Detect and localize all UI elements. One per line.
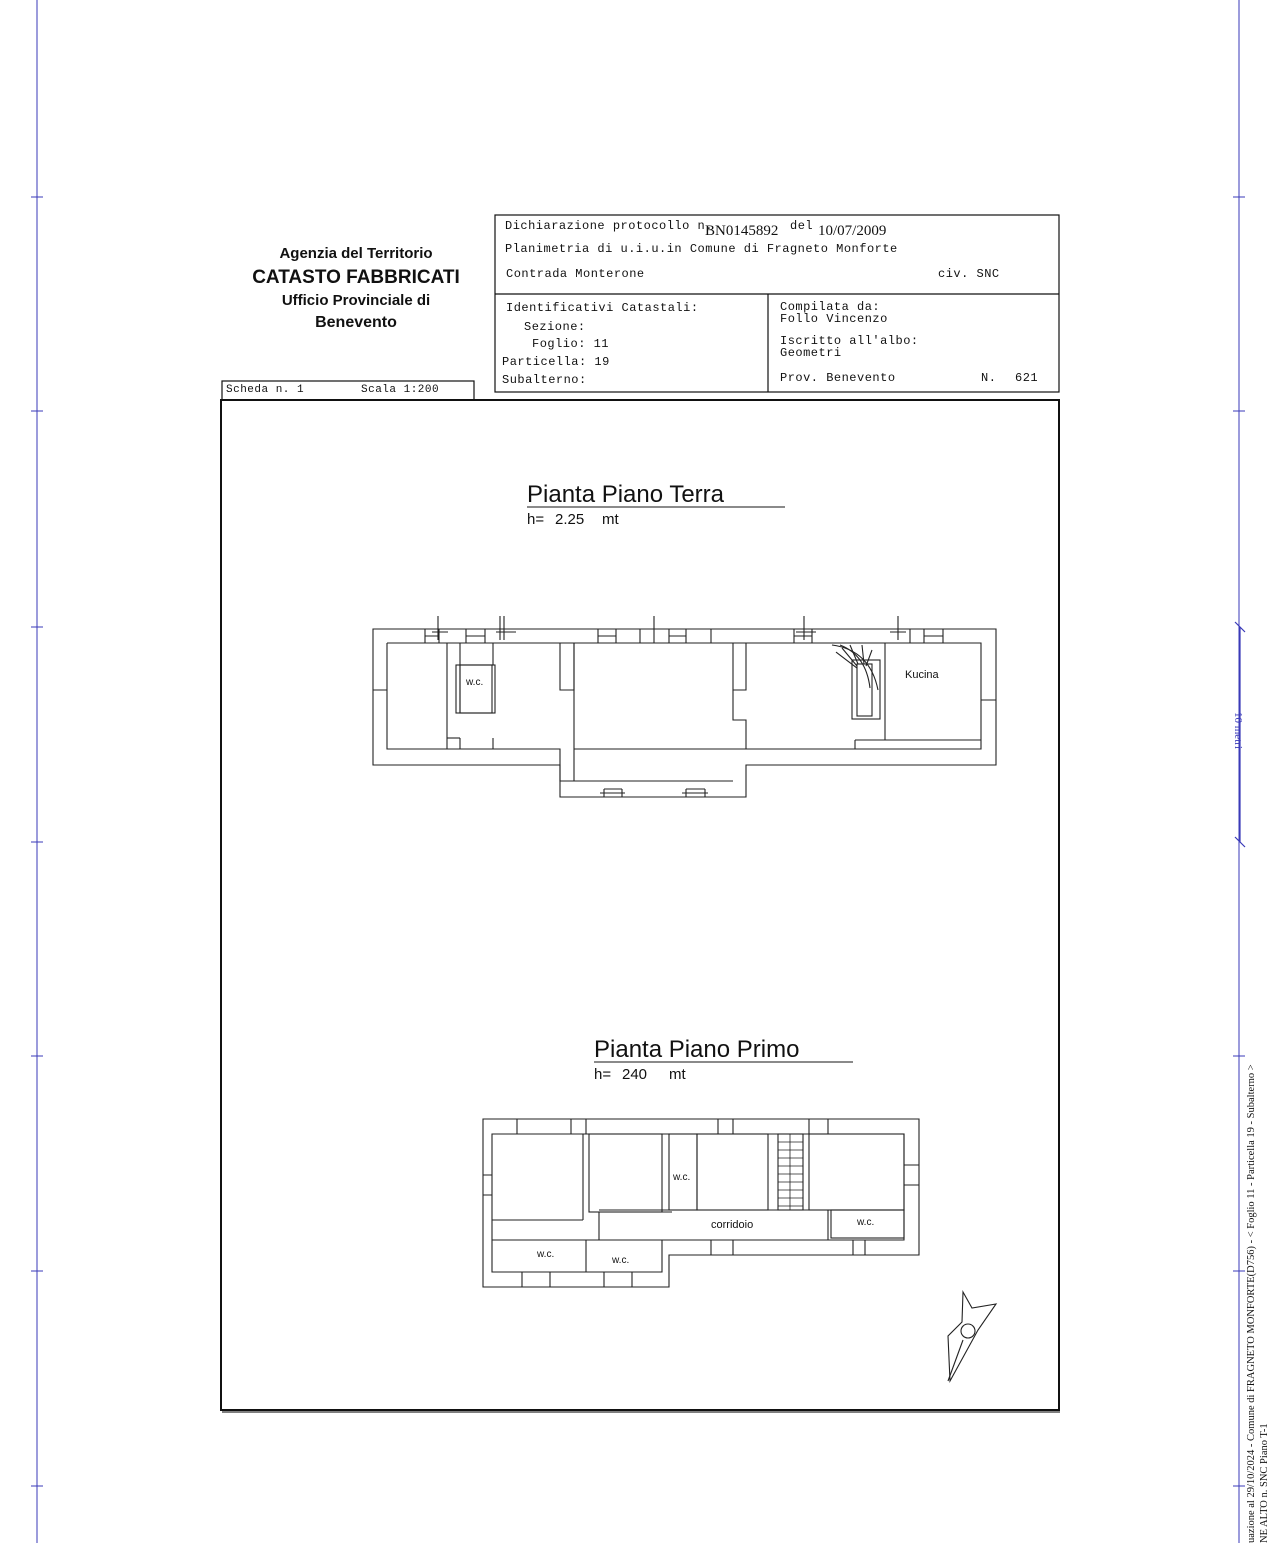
agency-line-4: Benevento	[315, 314, 397, 331]
first-room-wc-left: w.c.	[537, 1249, 555, 1260]
first-room-wc-middle: w.c.	[612, 1255, 630, 1266]
del-label: del	[790, 219, 814, 233]
first-room-corridoio: corridoio	[711, 1219, 754, 1231]
n-label: N.	[981, 371, 997, 385]
compilata-label: Compilata da:	[780, 300, 881, 314]
agency-line-2: CATASTO FABBRICATI	[252, 267, 460, 288]
ground-floor-plan	[373, 616, 996, 797]
first-room-wc-right: w.c.	[857, 1217, 875, 1228]
protocollo-label: Dichiarazione protocollo n.	[505, 219, 713, 233]
ground-room-kucina: Kucina	[905, 669, 939, 681]
ground-room-wc: w.c.	[466, 677, 484, 688]
protocollo-value: BN0145892	[705, 223, 779, 239]
first-plan-height-label: h=	[594, 1066, 612, 1083]
subalterno-text: Subalterno:	[502, 373, 587, 387]
ground-plan-height-unit: mt	[602, 511, 619, 528]
side-info-line-1: uazione al 29/10/2024 - Comune di FRAGNETO MONFORTE(D756) - < Foglio 11 - Particella 19 - Subalterno >	[1246, 1064, 1257, 1543]
ground-plan-height-label: h=	[527, 511, 545, 528]
ground-plan-height-value: 2.25	[555, 511, 585, 528]
n-value: 621	[1015, 371, 1039, 385]
date-value: 10/07/2009	[818, 223, 887, 239]
prov-text: Prov. Benevento	[780, 371, 896, 385]
identificativi-title: Identificativi Catastali:	[506, 301, 699, 315]
first-room-wc-small: w.c.	[673, 1172, 691, 1183]
north-arrow	[948, 1292, 996, 1381]
scheda-label: Scheda n. 1	[226, 384, 305, 396]
iscritto-label: Iscritto all'albo:	[780, 334, 919, 348]
agency-line-1: Agenzia del Territorio	[279, 245, 433, 262]
compilata-name: Follo Vincenzo	[780, 312, 888, 326]
first-floor-plan	[483, 1119, 919, 1287]
first-plan-height-value: 240	[622, 1066, 648, 1083]
particella-text: Particella: 19	[502, 355, 610, 369]
ground-plan-title: Pianta Piano Terra	[527, 481, 725, 508]
first-plan-title: Pianta Piano Primo	[594, 1036, 800, 1063]
agency-line-3: Ufficio Provinciale di	[281, 292, 431, 309]
side-info-line-2: NE ALTO n. SNC Piano T-1	[1259, 1423, 1270, 1543]
scala-label: Scala 1:200	[361, 384, 440, 396]
first-plan-height-unit: mt	[669, 1066, 686, 1083]
drawing-frame	[221, 400, 1059, 1410]
albo-text: Geometri	[780, 346, 842, 360]
foglio-text: Foglio: 11	[532, 337, 610, 351]
address-text: Contrada Monterone	[506, 267, 645, 281]
planimetria-text: Planimetria di u.i.u.in Comune di Fragneto Monforte	[505, 242, 898, 256]
scale-bar-label: 10 metri	[1232, 712, 1244, 749]
civ-text: civ. SNC	[938, 267, 1000, 281]
sezione-text: Sezione:	[524, 320, 586, 334]
